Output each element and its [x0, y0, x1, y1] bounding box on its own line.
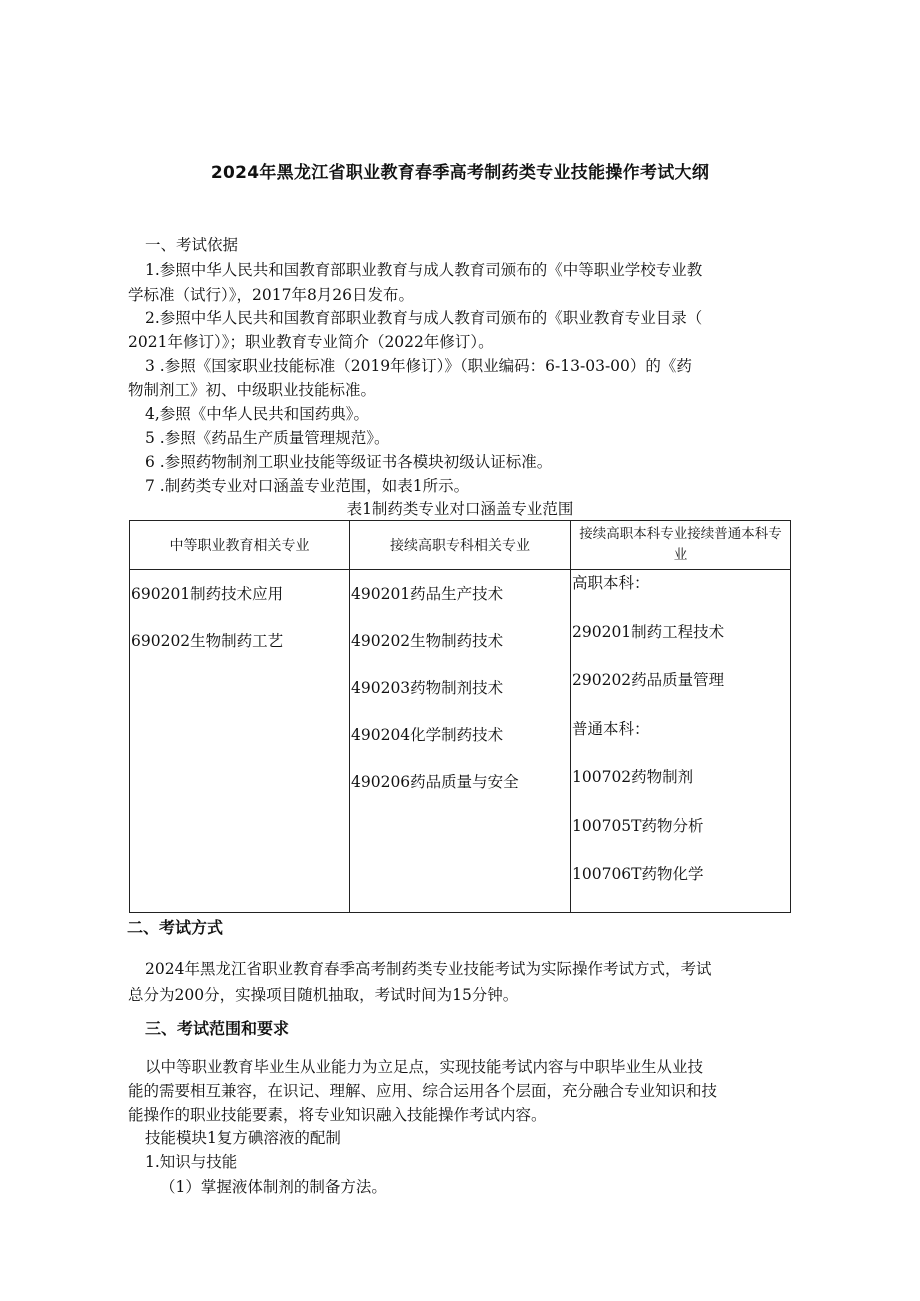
paragraph-line: （1）掌握液体制剂的制备方法。 [160, 1178, 387, 1196]
paragraph-line: 物制剂工》初、中级职业技能标准。 [128, 381, 377, 399]
list-item: 490203药物制剂技术 [351, 679, 504, 697]
list-item: 290202药品质量管理 [572, 671, 725, 689]
list-item: 490202生物制药技术 [351, 632, 504, 650]
paragraph-line: 6 .参照药物制剂工职业技能等级证书各模块初级认证标准。 [145, 453, 553, 471]
document-title: 2024年黑龙江省职业教育春季高考制药类专业技能操作考试大纲 [210, 163, 710, 183]
paragraph-line: 技能模块1复方碘溶液的配制 [145, 1129, 341, 1147]
list-item: 普通本科： [572, 719, 650, 738]
paragraph-line: 5 .参照《药品生产质量管理规范》。 [145, 429, 390, 447]
list-item: 高职本科： [572, 574, 650, 592]
list-item: 490201药品生产技术 [351, 585, 504, 603]
paragraph-line: 2.参照中华人民共和国教育部职业教育与成人教育司颁布的《职业教育专业目录（ [145, 309, 703, 327]
list-item: 690201制药技术应用 [131, 585, 284, 603]
table-header-cell: 接续高职本科专业接续普通本科专业 [571, 521, 791, 570]
section-heading-method: 二、考试方式 [127, 918, 224, 937]
paragraph-line: 学标准（试行）》，2017年8月26日发布。 [128, 286, 415, 304]
list-item: 490206药品质量与安全 [351, 773, 519, 791]
table-row [130, 570, 791, 913]
major-scope-table [129, 520, 791, 913]
table-header-cell: 中等职业教育相关专业 [130, 521, 350, 570]
section-heading-basis: 一、考试依据 [145, 236, 239, 254]
table-cell-vocational-majors [350, 570, 571, 913]
list-item: 490204化学制药技术 [351, 726, 504, 744]
paragraph-line: 1.知识与技能 [145, 1153, 238, 1171]
list-item: 290201制药工程技术 [572, 622, 725, 641]
paragraph-line: 4,参照《中华人民共和国药典》。 [145, 405, 370, 423]
paragraph-line: 以中等职业教育毕业生从业能力为立足点，实现技能考试内容与中职毕业生从业技 [145, 1058, 704, 1076]
table-header-cell: 接续高职专科相关专业 [350, 521, 571, 570]
paragraph-line: 能的需要相互兼容，在识记、理解、应用、综合运用各个层面，充分融合专业知识和技 [128, 1082, 718, 1100]
section-heading-scope: 三、考试范围和要求 [145, 1019, 290, 1038]
table-caption: 表1制药类专业对口涵盖专业范围 [346, 500, 574, 518]
paragraph-line: 能操作的职业技能要素，将专业知识融入技能操作考试内容。 [128, 1106, 547, 1124]
paragraph-line: 2024年黑龙江省职业教育春季高考制药类专业技能考试为实际操作考试方式，考试 [145, 960, 712, 978]
paragraph-line: 2021年修订）》；职业教育专业简介（2022年修订）。 [128, 333, 494, 351]
paragraph-line: 7 .制药类专业对口涵盖专业范围，如表1所示。 [145, 477, 470, 495]
list-item: 100705T药物分析 [572, 816, 704, 835]
list-item: 100706T药物化学 [572, 865, 704, 883]
paragraph-line: 总分为200分，实操项目随机抽取，考试时间为15分钟。 [128, 986, 519, 1004]
list-item: 690202生物制药工艺 [131, 632, 284, 650]
table-cell-undergraduate-majors [571, 570, 791, 913]
table-header-row [130, 521, 791, 570]
table-cell-secondary-majors [130, 570, 350, 913]
paragraph-line: 3 .参照《国家职业技能标准（2019年修订）》（职业编码：6-13-03-00）的《药 [145, 357, 692, 375]
list-item: 100702药物制剂 [572, 768, 694, 786]
paragraph-line: 1.参照中华人民共和国教育部职业教育与成人教育司颁布的《中等职业学校专业教 [145, 261, 703, 279]
